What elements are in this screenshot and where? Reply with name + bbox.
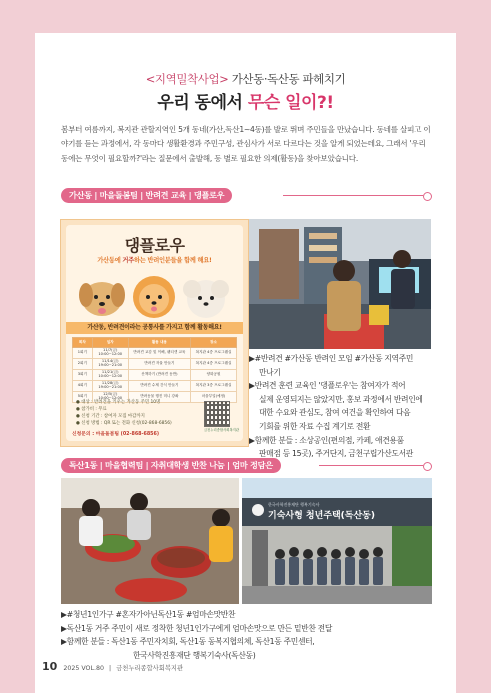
building-sign-line: 한국사학진흥재단 행복기숙사 [268, 502, 320, 507]
caption-line: ▶함께한 분들 : 소상공인(편의점, 카페, 애견용품 [249, 435, 404, 445]
side-dish-cooking-photo [61, 478, 239, 604]
schedule-row [73, 381, 237, 392]
schedule-header: 회차 [73, 338, 93, 348]
schedule-cell: 반려견 자율 만들기 [128, 359, 190, 370]
schedule-row [73, 359, 237, 370]
section2-label: 독산1동 | 마을협력팀 | 자취대학생 반찬 나눔 | 엄마 정담은 [61, 458, 281, 473]
schedule-cell: 마을부엌(예정) [191, 392, 237, 403]
schedule-header: 활동 내용 [128, 338, 190, 348]
poster-title: 댕플로우 [124, 236, 185, 255]
eyebrow-category: <지역밀착사업> [145, 72, 229, 86]
poster-banner: 가산동, 반려견이라는 공통사를 가지고 함께 활동해요! [66, 322, 243, 334]
section2-header [61, 458, 433, 473]
publication-name: 금천누리종합사회복지관 [116, 665, 184, 672]
schedule-cell: 11/14(금) 19:00~21:00 [92, 359, 128, 370]
caption-line: 한국사학진흥재단 행복기숙사(독산동) [133, 650, 256, 660]
poster-subtitle-c: 하는 반려인분들을 함께 해요! [133, 257, 212, 264]
schedule-cell: 3회기 [73, 370, 93, 381]
section1-label: 가산동 | 마을돌봄팀 | 반려견 교육 | 댕플로우 [61, 188, 232, 203]
schedule-cell: 복지관 4층 프로그램실 [191, 359, 237, 370]
schedule-cell: 1회기 [73, 348, 93, 359]
poster-subtitle-a: 가산동에 [97, 257, 123, 264]
poster-subtitle-b: 거주 [122, 257, 134, 264]
article-title [35, 88, 456, 113]
schedule-row [73, 348, 237, 359]
building-sign-name: 기숙사형 청년주택(독산동) [268, 511, 375, 521]
dormitory-group-photo [242, 478, 432, 604]
eyebrow-topic: 가산동·독산동 파헤치기 [231, 72, 346, 86]
section1-caption [249, 352, 449, 461]
caption-line: 대한 수요와 관심도, 참여 여건을 확인하여 다음 [259, 408, 411, 418]
issue-label: 2025 VOL.80 [63, 665, 105, 672]
section1-header [61, 188, 433, 203]
poster-subtitle [66, 255, 243, 264]
caption-line: 실제 운영되지는 않았지만, 홍보 과정에서 반려인에 [259, 394, 423, 404]
qr-code [204, 401, 230, 427]
schedule-cell: 반려견 교감 및 이해, 펫티켓 교육 [128, 348, 190, 359]
title-main: 우리 동에서 [157, 93, 243, 113]
schedule-cell: 11/28(금) 19:00~21:00 [92, 381, 128, 392]
page-number: 10 [42, 660, 58, 673]
poster-note: ● 신청 방법 : QR 또는 전화 신청(02-868-6856) [76, 421, 172, 426]
section1-rule [283, 195, 423, 196]
schedule-cell: 양화공원 [191, 370, 237, 381]
section2-rule-dot [423, 462, 432, 471]
schedule-cell: 반려동물 행진 미니 강좌 [128, 392, 190, 403]
section2-rule [319, 465, 423, 466]
schedule-cell: 4회기 [73, 381, 93, 392]
section1-rule-dot [423, 192, 432, 201]
schedule-cell: 복지관 4층 프로그램실 [191, 348, 237, 359]
caption-line: ▶독산1동 거주 주민이 새로 정착한 청년1인가구에게 엄마손맛으로 만든 밑반찬 전달 [61, 623, 333, 633]
poster-schedule-table [72, 337, 237, 403]
schedule-cell: 11/21(금) 10:00~12:00 [92, 370, 128, 381]
title-accent: 무슨 일이?! [247, 93, 334, 113]
newsletter-page [35, 33, 456, 693]
caption-line: ▶함께한 분들 : 독산1동 주민자치회, 독산1동 동복지협의체, 독산1동 주민센터, [61, 637, 315, 647]
intro-paragraph: 봄부터 여름까지, 복지관 관할지역인 5개 동네(가산,독산1~4동)를 발로 뛰며 주민들을 만났습니다. 동네를 살피고 이야기를 듣는 과정에서, 각 동마다 생활환경과 주민구성, 관심사가 서로 다르다는 것을 알게 되었는데요, 그래서 '우리 동에는 무엇이 필요할까?'라는 질문에서 출발해, 동 별로 필요한 의제(활동)을 찾아보았습니다. [61, 125, 431, 163]
footer-divider: | [109, 665, 112, 672]
poster-org-logo: 금천누리종합사회복지관 [204, 428, 240, 432]
store-outreach-photo [249, 219, 431, 349]
caption-line: 판매점 등 15곳), 주거단지, 금천구립가산도서관 [259, 449, 413, 459]
page-footer [42, 660, 183, 673]
poster-note: ● 대상 : 반려견을 키우는 가산동 주민 10명 [76, 400, 161, 405]
caption-line: 만나기 [259, 367, 281, 377]
article-eyebrow [35, 71, 456, 87]
caption-line: 기회를 위한 자료 수집 계기로 전환 [259, 421, 371, 431]
schedule-cell: 11/7(금) 10:00~12:00 [92, 348, 128, 359]
dangflow-poster [60, 219, 249, 447]
poster-note: ● 신청 기간 : 참여자 모집 마감까지 [76, 414, 145, 419]
schedule-header: 장소 [191, 338, 237, 348]
schedule-cell: 복지관 3층 프로그램실 [191, 381, 237, 392]
caption-line: ▶#반려견 #가산동 반려인 모임 #가산동 지역주민 [249, 354, 414, 363]
caption-line: ▶반려견 훈련 교육인 '댕플로우'는 참여자가 적어 [249, 381, 406, 391]
poster-note: ● 참가비 : 무료 [76, 407, 107, 412]
schedule-header: 일자 [92, 338, 128, 348]
schedule-cell: 반려견 수제 간식 만들기 [128, 381, 190, 392]
schedule-cell: 5회기 [73, 392, 93, 403]
schedule-cell: 2회기 [73, 359, 93, 370]
puppies-illustration [72, 267, 237, 319]
schedule-cell: 산책하기 (반려견 동반) [128, 370, 190, 381]
schedule-row [73, 370, 237, 381]
caption-line: ▶#청년1인가구 #혼자가아닌독산1동 #엄마손맛반찬 [61, 610, 236, 619]
schedule-cell: 12/5(금) 10:00~12:00 [92, 392, 128, 403]
section2-caption [61, 608, 433, 662]
poster-contact: 신청문의 : 마을돌봄팀 (02-868-6856) [72, 432, 160, 437]
